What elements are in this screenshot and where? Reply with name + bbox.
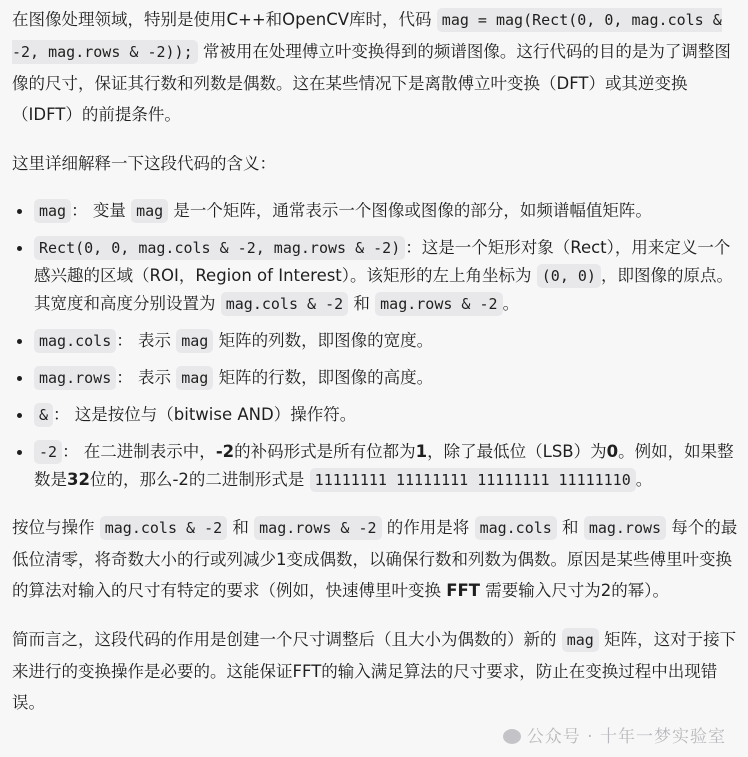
text-segment: 。例如，如果整数是 xyxy=(34,442,734,489)
inline-code: mag.rows xyxy=(584,516,666,540)
bold-text: 1 xyxy=(415,442,428,461)
list-item-mag xyxy=(34,197,738,225)
inline-code: Rect(0, 0, mag.cols & -2, mag.rows & -2) xyxy=(34,236,405,260)
watermark-text: 公众号 · 十年一梦实验室 xyxy=(526,727,726,747)
text-segment: 矩阵，这对于接下来进行的变换操作是必要的。这能保证FFT的输入满足算法的尺寸要求，防止在变换过程中出现错误。 xyxy=(12,630,737,712)
text-segment: 矩阵的列数，即图像的宽度。 xyxy=(213,331,434,350)
text-segment: 在图像处理领域，特别是使用C++和OpenCV库时，代码 xyxy=(12,10,437,29)
inline-code: mag.cols xyxy=(34,329,116,353)
text-segment: 。 xyxy=(502,294,520,313)
list-item-rect xyxy=(34,234,738,318)
summary-paragraph xyxy=(12,624,738,718)
intro-paragraph xyxy=(12,4,738,130)
text-segment: 的作用是将 xyxy=(381,518,475,537)
text-segment: 和 xyxy=(348,294,376,313)
text-segment: 按位与操作 xyxy=(12,518,100,537)
text-segment: 和 xyxy=(227,518,255,537)
inline-code: mag xyxy=(176,329,213,353)
text-segment: ，除了最低位（LSB）为 xyxy=(427,442,607,461)
inline-code: (0, 0) xyxy=(537,264,601,288)
list-item-minus-two xyxy=(34,438,738,494)
inline-code: mag xyxy=(34,199,71,223)
text-segment: 需要输入尺寸为2的幂）。 xyxy=(480,581,670,600)
list-item-cols xyxy=(34,327,738,355)
inline-code: -2 xyxy=(34,440,62,464)
bold-text: 32 xyxy=(67,470,90,489)
inline-code: mag.rows & -2 xyxy=(254,516,381,540)
bold-text: 0 xyxy=(606,442,619,461)
inline-code: mag = mag(Rect(0, 0, mag.cols & -2, mag.rows & -2)); xyxy=(12,8,722,64)
inline-code: & xyxy=(34,403,53,427)
text-segment: 常被用在处理傅立叶变换得到的频谱图像。这行代码的目的是为了调整图像的尺寸，保证其行数和列数是偶数。这在某些情况下是离散傅立叶变换（DFT）或其逆变换（IDFT）的前提条件。 xyxy=(12,42,731,124)
text-segment: 是一个矩阵，通常表示一个图像或图像的部分，如频谱幅值矩阵。 xyxy=(168,201,652,220)
text-segment: 的补码形式是所有位都为 xyxy=(234,442,416,461)
wechat-icon xyxy=(503,729,521,744)
text-segment: ： 这是按位与（bitwise AND）操作符。 xyxy=(53,405,357,424)
text-segment: 矩阵的行数，即图像的高度。 xyxy=(213,368,434,387)
text-segment: 和 xyxy=(556,518,584,537)
text-segment: 每个的最低位清零，将奇数大小的行或列减少1变成偶数，以确保行数和列数为偶数。原因是某些傅里叶变换的算法对输入的尺寸有特定的要求（例如，快速傅里叶变换 xyxy=(12,518,738,600)
inline-code: mag.rows & -2 xyxy=(375,292,502,316)
text-segment: 。 xyxy=(635,470,653,489)
text-segment: ： 表示 xyxy=(116,368,177,387)
explanation-list xyxy=(12,197,738,494)
list-item-and xyxy=(34,401,738,429)
text-segment: ，即图像的原点。其宽度和高度分别设置为 xyxy=(34,266,733,313)
text-segment: ： 表示 xyxy=(116,331,177,350)
inline-code: mag.cols xyxy=(475,516,557,540)
text-segment: 简而言之，这段代码的作用是创建一个尺寸调整后（且大小为偶数的）新的 xyxy=(12,630,562,649)
text-segment: 位的，那么-2的二进制形式是 xyxy=(89,470,310,489)
inline-code: mag xyxy=(176,366,213,390)
bitwise-paragraph xyxy=(12,512,738,606)
explain-heading xyxy=(12,148,738,179)
inline-code: mag.cols & -2 xyxy=(100,516,227,540)
text-segment: ： 变量 xyxy=(71,201,132,220)
text-segment: 这里详细解释一下这段代码的含义： xyxy=(12,154,276,173)
list-item-rows xyxy=(34,364,738,392)
bold-text: FFT xyxy=(446,581,481,600)
watermark xyxy=(503,722,726,747)
inline-code: mag.cols & -2 xyxy=(221,292,348,316)
text-segment: ： 在二进制表示中， xyxy=(62,442,216,461)
inline-code: 11111111 11111111 11111111 11111110 xyxy=(310,468,636,492)
text-segment: ：这是一个矩形对象（Rect），用来定义一个感兴趣的区域（ROI，Region of Interest）。该矩形的左上角坐标为 xyxy=(34,238,731,285)
inline-code: mag.rows xyxy=(34,366,116,390)
bold-text: -2 xyxy=(215,442,235,461)
inline-code: mag xyxy=(131,199,168,223)
inline-code: mag xyxy=(562,628,599,652)
